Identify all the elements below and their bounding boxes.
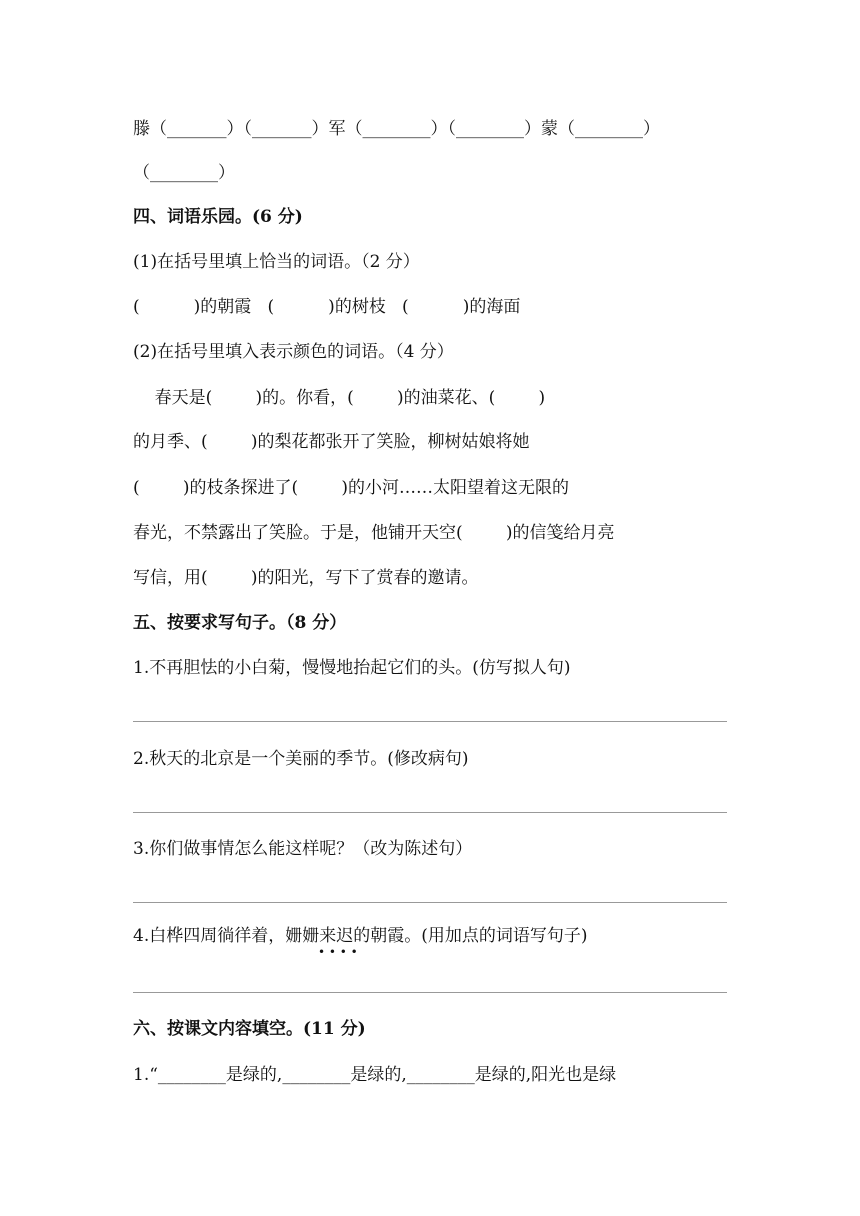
answer-line (133, 812, 727, 813)
paragraph-line: 春天是( )的。你看，( )的油菜花、( ) (133, 388, 546, 408)
question-line: 4.白桦四周徜徉着，姗姗来迟的朝霞。(用加点的词语写句子) (133, 926, 588, 946)
text-line: ( )的朝霞 ( )的树枝 ( )的海面 (133, 297, 521, 317)
answer-line (133, 902, 727, 903)
text-line: (2)在括号里填入表示颜色的词语。（4 分） (133, 342, 454, 362)
paragraph-line: 的月季、( )的梨花都张开了笑脸，柳树姑娘将她 (133, 432, 530, 452)
answer-line (133, 992, 727, 993)
question-line: 3.你们做事情怎么能这样呢？（改为陈述句） (133, 839, 473, 859)
fill-in-line: 1.“________是绿的,________是绿的,________是绿的,阳光也是绿 (133, 1065, 617, 1085)
text-line: （________） (133, 163, 235, 183)
section-heading: 四、词语乐园。(6 分) (133, 207, 303, 227)
question-line: 2.秋天的北京是一个美丽的季节。(修改病句) (133, 749, 469, 769)
section-heading: 六、按课文内容填空。(11 分) (133, 1019, 366, 1039)
paragraph-line: 春光，不禁露出了笑脸。于是，他铺开天空( )的信笺给月亮 (133, 523, 615, 543)
answer-line (133, 721, 727, 722)
text-line: (1)在括号里填上恰当的词语。（2 分） (133, 252, 420, 272)
emphasis-dots: • • • • (318, 945, 358, 959)
text-line: 滕（_______）（_______）军（________）（________）蒙（________） (133, 119, 660, 139)
question-line: 1.不再胆怯的小白菊，慢慢地抬起它们的头。(仿写拟人句) (133, 658, 571, 678)
paragraph-line: 写信，用( )的阳光，写下了赏春的邀请。 (133, 568, 479, 588)
section-heading: 五、按要求写句子。（8 分） (133, 613, 347, 633)
paragraph-line: ( )的枝条探进了( )的小河……太阳望着这无限的 (133, 478, 569, 498)
